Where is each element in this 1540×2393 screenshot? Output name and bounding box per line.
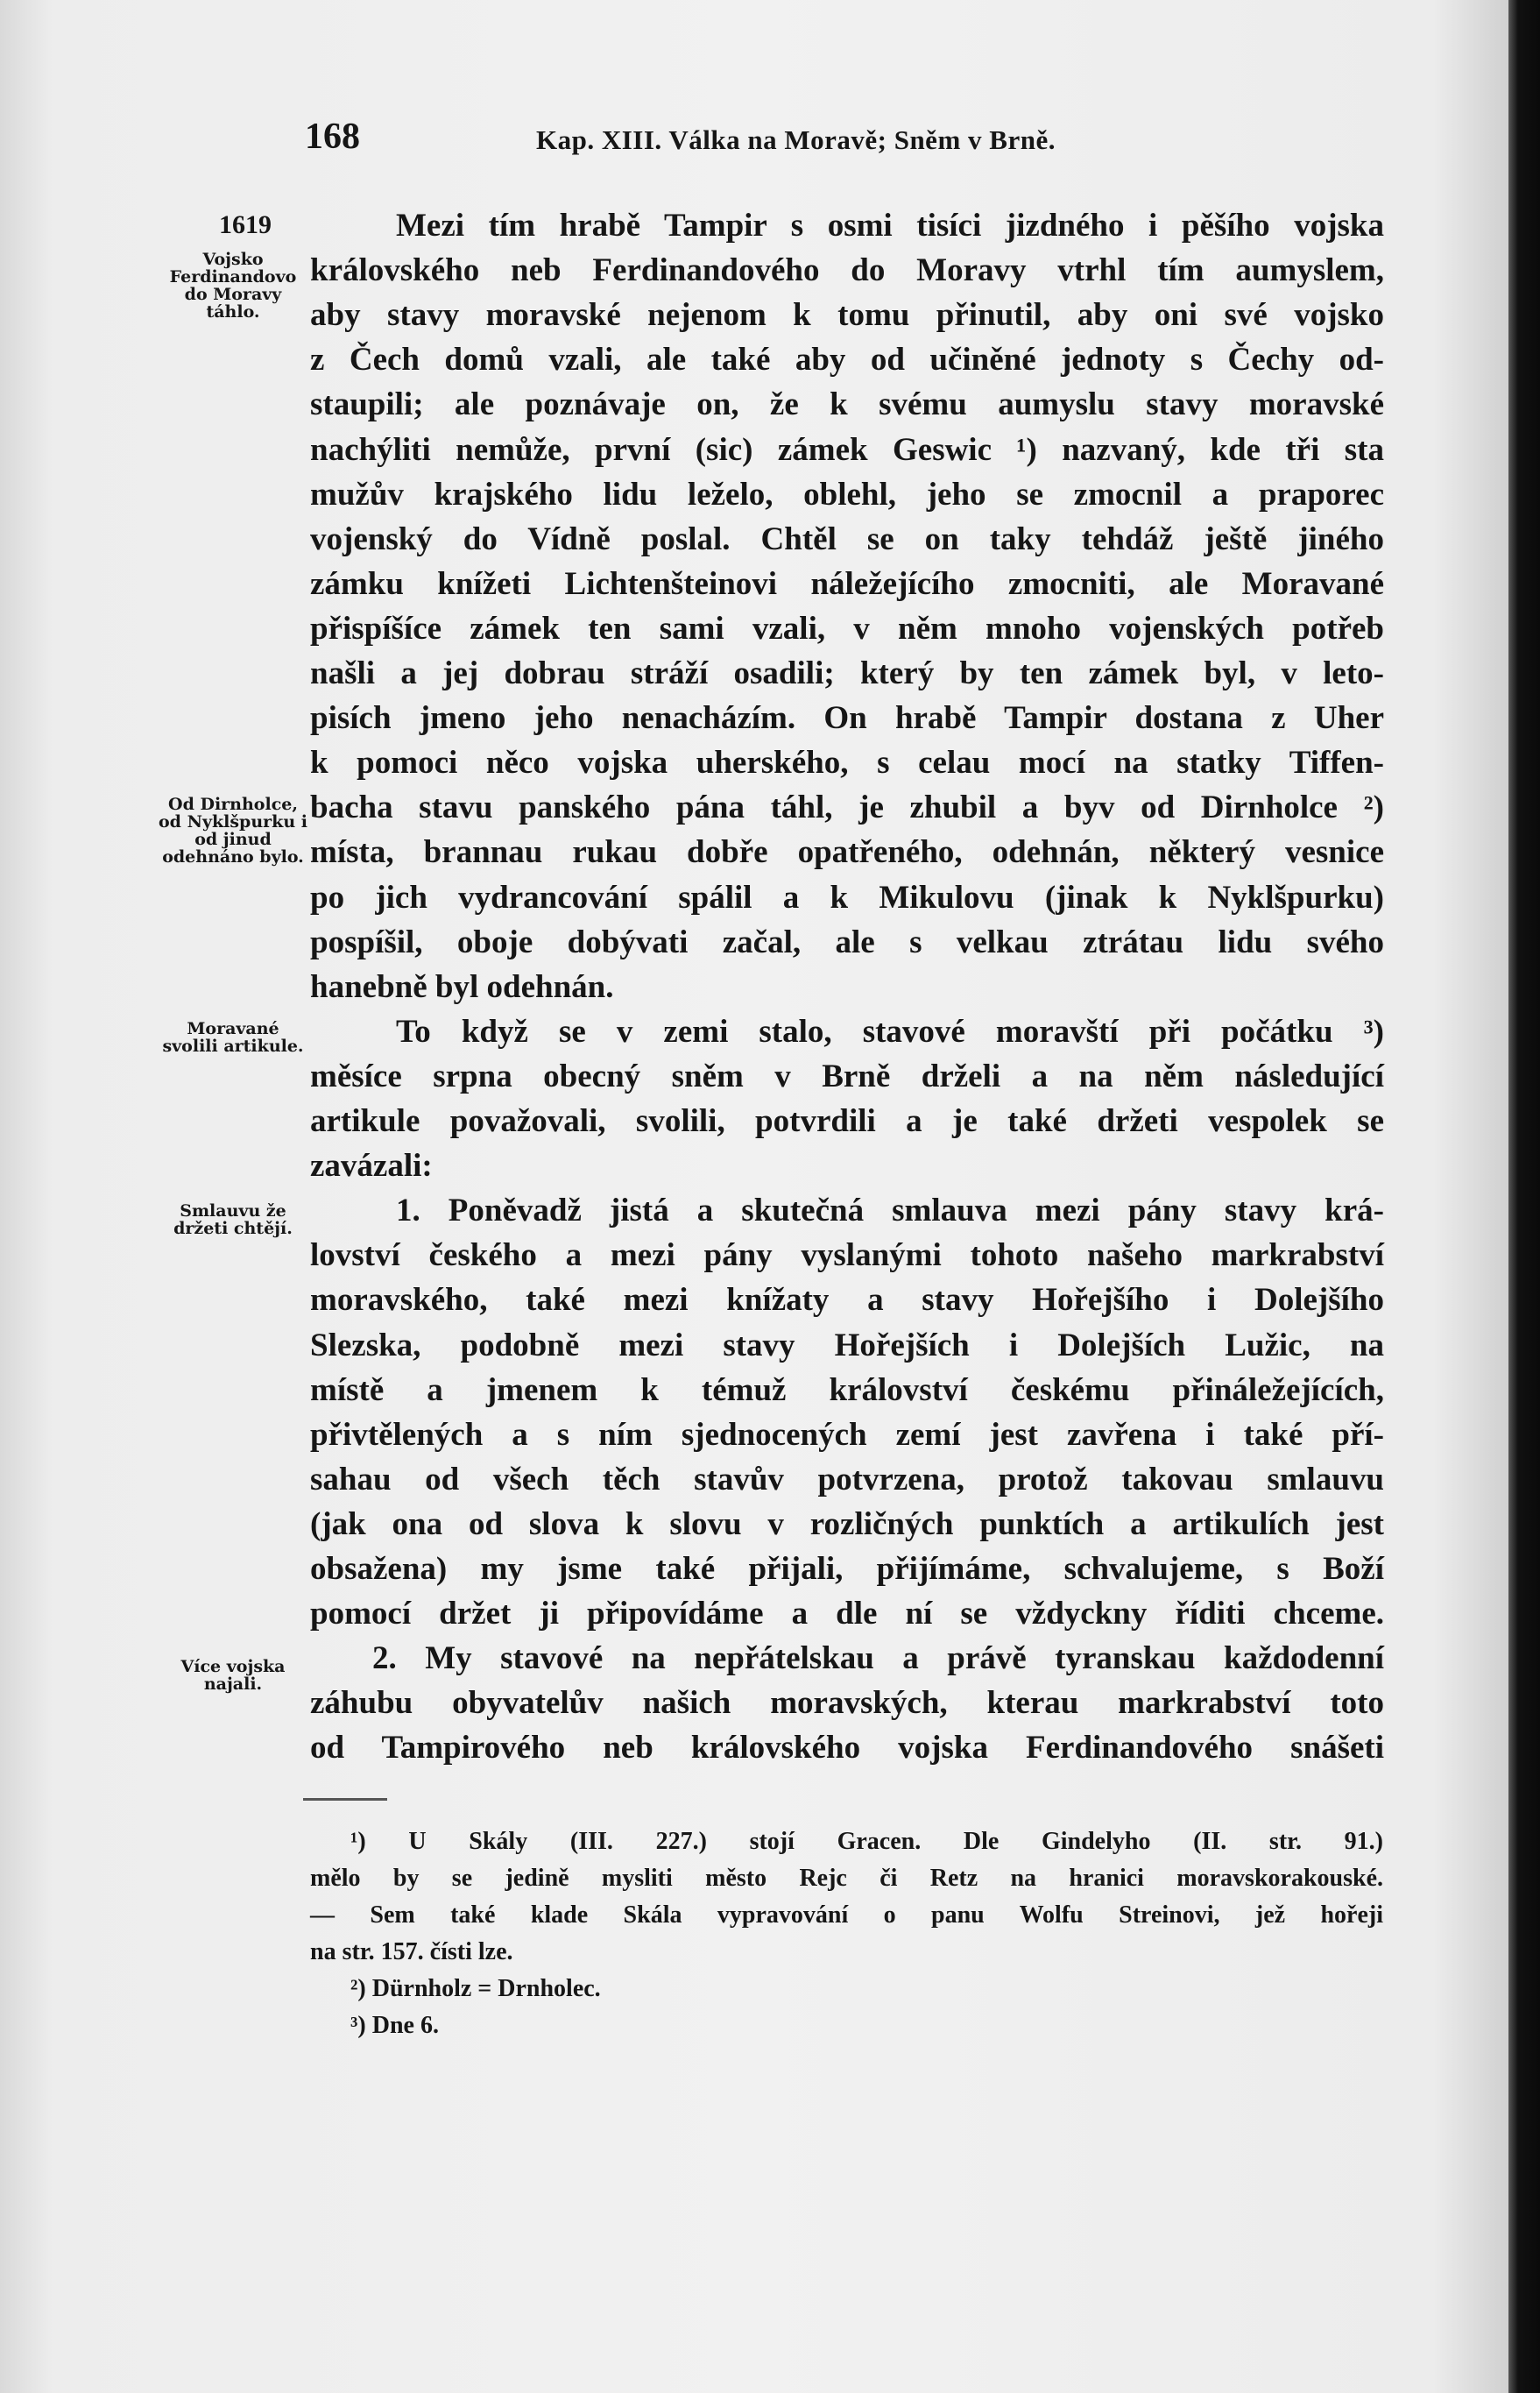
body-line: měsíce srpna obecný sněm v Brně drželi a na něm následující <box>310 1058 1384 1094</box>
body-line: po jich vydrancování spálil a k Mikulovu (jinak k Nyklšpurku) <box>310 879 1384 916</box>
body-line: 1. Poněvadž jistá a skutečná smlauva mezi pány stavy krá- <box>396 1193 1384 1229</box>
body-line: záhubu obyvatelův našich moravských, kterau markrabství toto <box>310 1685 1384 1722</box>
body-line: místě a jmenem k témuž království českému přináležejících, <box>310 1371 1384 1408</box>
body-line: To když se v zemi stalo, stavové moravští při počátku ³) <box>396 1013 1384 1050</box>
body-line: královského neb Ferdinandového do Moravy vtrhl tím aumyslem, <box>310 252 1384 289</box>
margin-note: Vojsko Ferdinandovo do Moravy táhlo. <box>169 250 297 322</box>
body-line: zámku knížeti Lichtenšteinovi náležejícího zmocniti, ale Moravané <box>310 565 1384 602</box>
page-edge-shadow <box>1508 0 1540 2393</box>
body-line: místa, brannau rukau dobře opatřeného, odehnán, některý vesnice <box>310 834 1384 871</box>
footnote-line: mělo by se jedině mysliti město Rejc či Retz na hranici moravskorakouské. <box>310 1865 1383 1892</box>
body-line: našli a jej dobrau stráží osadili; který by ten zámek byl, v leto- <box>310 655 1384 691</box>
body-line: přivtělených a s ním sjednocených zemí jest zavřena i také pří- <box>310 1416 1384 1453</box>
body-line: k pomoci něco vojska uherského, s celau mocí na statky Tiffen- <box>310 745 1384 782</box>
body-line: pisích jmeno jeho nenacházím. On hrabě Tampir dostana z Uher <box>310 700 1384 737</box>
body-line: sahau od všech těch stavův potvrzena, protož takovau smlauvu <box>310 1461 1384 1497</box>
footnote-line: ³) Dne 6. <box>350 2012 439 2039</box>
footnote-line: — Sem také klade Skála vypravování o panu Wolfu Streinovi, jež hořeji <box>310 1901 1383 1929</box>
body-line: pomocí držet ji připovídáme a dle ní se vždyckny říditi chceme. <box>310 1596 1384 1632</box>
body-line: z Čech domů vzali, ale také aby od učiněné jednoty s Čechy od- <box>310 342 1384 379</box>
footnote-rule <box>303 1798 387 1801</box>
body-line: hanebně byl odehnán. <box>310 968 614 1005</box>
margin-note: Více vojska najali. <box>180 1657 286 1694</box>
margin-note: Moravané svolili artikule. <box>162 1019 304 1056</box>
footnote-line: ¹) U Skály (III. 227.) stojí Gracen. Dle Gindelyho (II. str. 91.) <box>350 1828 1383 1855</box>
body-line: Slezska, podobně mezi stavy Hořejších i Dolejších Lužic, na <box>310 1327 1384 1363</box>
body-line: Mezi tím hrabě Tampir s osmi tisíci jizdného i pěšího vojska <box>396 208 1384 244</box>
body-line: zavázali: <box>310 1148 433 1185</box>
body-line: lovství českého a mezi pány vyslanými tohoto našeho markrabství <box>310 1237 1384 1274</box>
body-line: od Tampirového neb královského vojska Ferdinandového snášeti <box>310 1730 1384 1766</box>
footnote-line: ²) Dürnholz = Drnholec. <box>350 1975 601 2002</box>
running-title: Kap. XIII. Válka na Moravě; Sněm v Brně. <box>536 124 1056 155</box>
body-line: nachýliti nemůže, první (sic) zámek Geswic ¹) nazvaný, kde tři sta <box>310 431 1384 468</box>
body-line: vojenský do Vídně poslal. Chtěl se on taky tehdáž ještě jiného <box>310 520 1384 557</box>
body-line: mužův krajského lidu leželo, oblehl, jeho se zmocnil a praporec <box>310 476 1384 513</box>
body-line: přispíšíce zámek ten sami vzali, v něm mnoho vojenských potřeb <box>310 610 1384 647</box>
margin-year: 1619 <box>219 210 272 239</box>
body-line: (jak ona od slova k slovu v rozličných punktích a artikulích jest <box>310 1505 1384 1542</box>
page-number: 168 <box>305 117 360 157</box>
margin-note: Smlauvu že držeti chtějí. <box>173 1201 293 1238</box>
body-line: aby stavy moravské nejenom k tomu přinutil, aby oni své vojsko <box>310 297 1384 334</box>
body-line: pospíšil, oboje dobývati začal, ale s velkau ztrátau lidu svého <box>310 924 1384 960</box>
body-line: obsažena) my jsme také přijali, přijímáme, schvalujeme, s Boží <box>310 1551 1384 1587</box>
body-line: moravského, také mezi knížaty a stavy Hořejšího i Dolejšího <box>310 1282 1384 1319</box>
margin-note: Od Dirnholce, od Nyklšpurku i od jinud odehnáno bylo. <box>159 795 307 867</box>
body-line: bacha stavu panského pána táhl, je zhubil a byv od Dirnholce ²) <box>310 789 1384 826</box>
footnote-line: na str. 157. čísti lze. <box>310 1938 513 1965</box>
body-line: 2. My stavové na nepřátelskau a právě tyranskau každodenní <box>372 1640 1384 1677</box>
body-line: artikule považovali, svolili, potvrdili a je také držeti vespolek se <box>310 1103 1384 1139</box>
body-line: staupili; ale poznávaje on, že k svému aumyslu stavy moravské <box>310 386 1384 423</box>
